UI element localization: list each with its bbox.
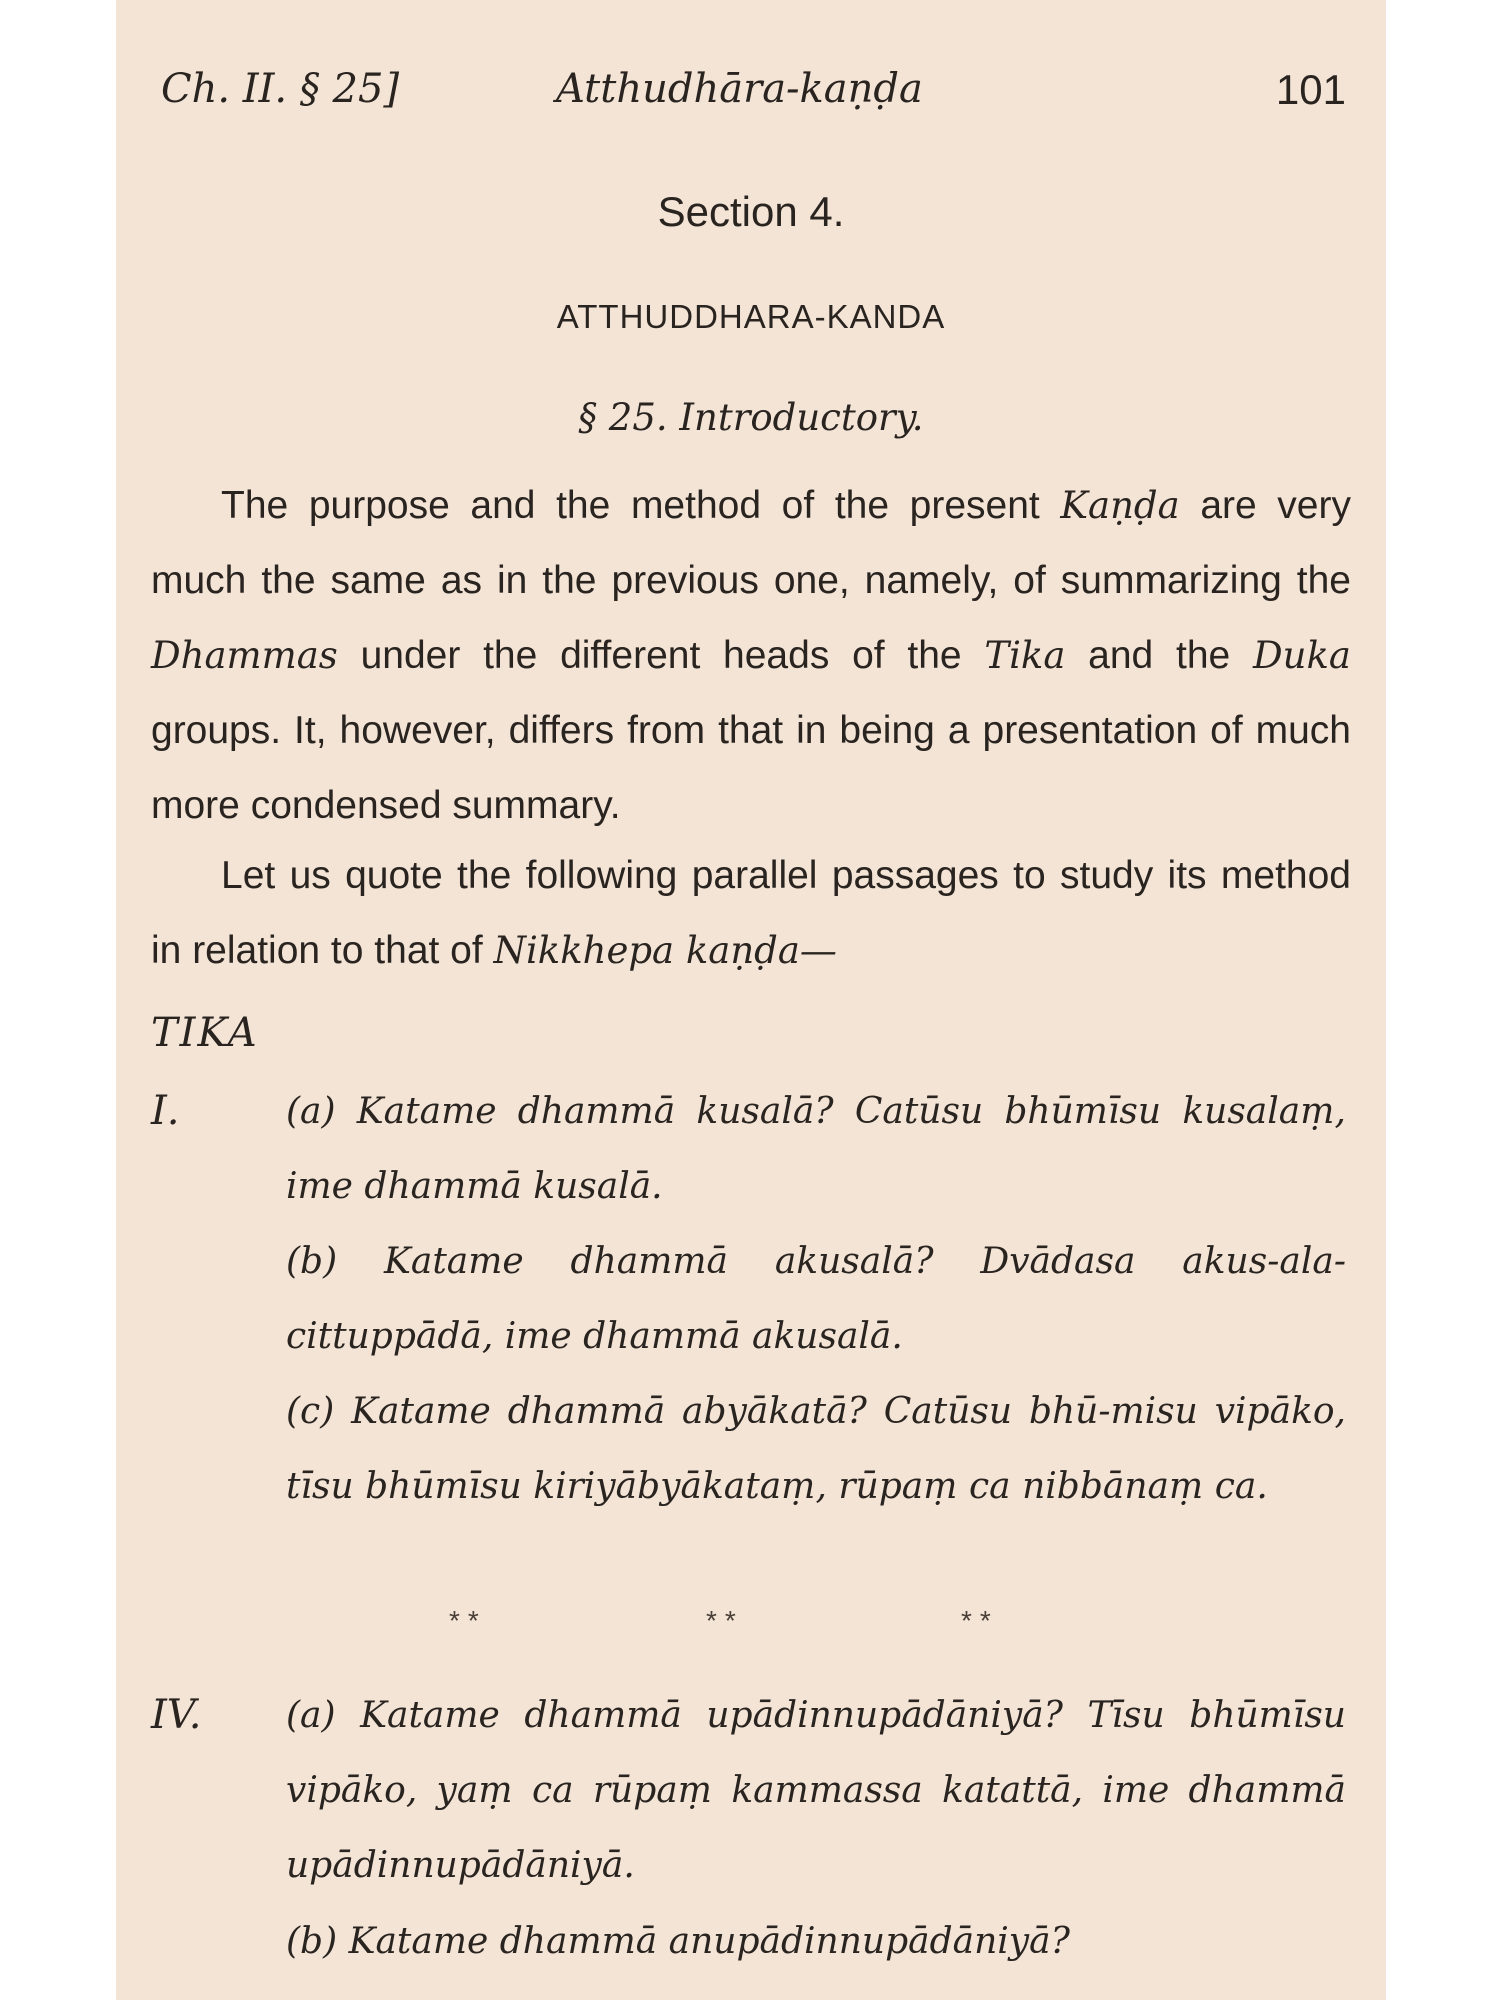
stars-2: ** [706,1605,744,1636]
chapter-reference: Ch. II. § 25] [161,66,400,112]
entry-upadinnupadaniya: (a) Katame dhammā upādinnupādāniyā? Tīsu bhūmīsu vipāko, yaṃ ca rūpaṃ kammassa katattā, ime dhammā upādinnupādāniyā. [286,1695,1346,1886]
p2-text-1: Let us quote the following parallel passages to study its method in relation to that of [151,854,1351,972]
entry-kusala: (a) Katame dhammā kusalā? Catūsu bhūmīsu kusalaṃ, ime dhammā kusalā. [286,1091,1346,1207]
page-number: 101 [1275,66,1346,113]
p1-text-4: and the [1088,634,1231,677]
paragraph-purpose [151,468,1351,843]
book-page [116,0,1386,2000]
roman-numeral-i: I. [151,1088,180,1134]
p1-text-1: The purpose and the method of the present [221,484,1040,527]
kanda-title: ATTHUDDHARA-KANDA [556,298,946,335]
p1-text-2: are very much the same as in the previous one, namely, of summarizing the [151,484,1351,602]
p1-text-5: groups. It, however, differs from that in being a presentation of much more condensed summary. [151,709,1351,827]
p2-italic-nikkhepa: Nikkhepa kaṇḍa— [493,929,837,972]
stars-3: ** [961,1605,999,1636]
tika-heading: TIKA [151,1010,259,1056]
running-title: Atthudhāra-kaṇḍa [556,66,923,112]
p1-text-3: under the different heads of the [360,634,962,677]
paragraph-quote [151,838,1351,988]
intro-title: § 25. Introductory. [578,396,924,439]
stars-1: ** [449,1605,487,1636]
p1-italic-tika: Tika [984,634,1066,677]
roman-numeral-iv: IV. [151,1692,202,1738]
p1-italic-duka: Duka [1253,634,1351,677]
ellipsis-stars [116,1605,1386,1645]
entry-akusala: (b) Katame dhammā akusalā? Dvādasa akus-ala-cittuppādā, ime dhammā akusalā. [286,1241,1346,1357]
p1-italic-kanda: Kaṇḍa [1060,484,1180,527]
entry-abyakata: (c) Katame dhammā abyākatā? Catūsu bhū-misu vipāko, tīsu bhūmīsu kiriyābyākataṃ, rūpaṃ ca nibbānaṃ ca. [286,1391,1346,1507]
section-title: Section 4. [657,188,845,235]
entry-anupadinnupadaniya: (b) Katame dhammā anupādinnupādāniyā? [286,1921,1070,1962]
p1-italic-dhammas: Dhammas [151,634,338,677]
running-header [116,66,1386,126]
